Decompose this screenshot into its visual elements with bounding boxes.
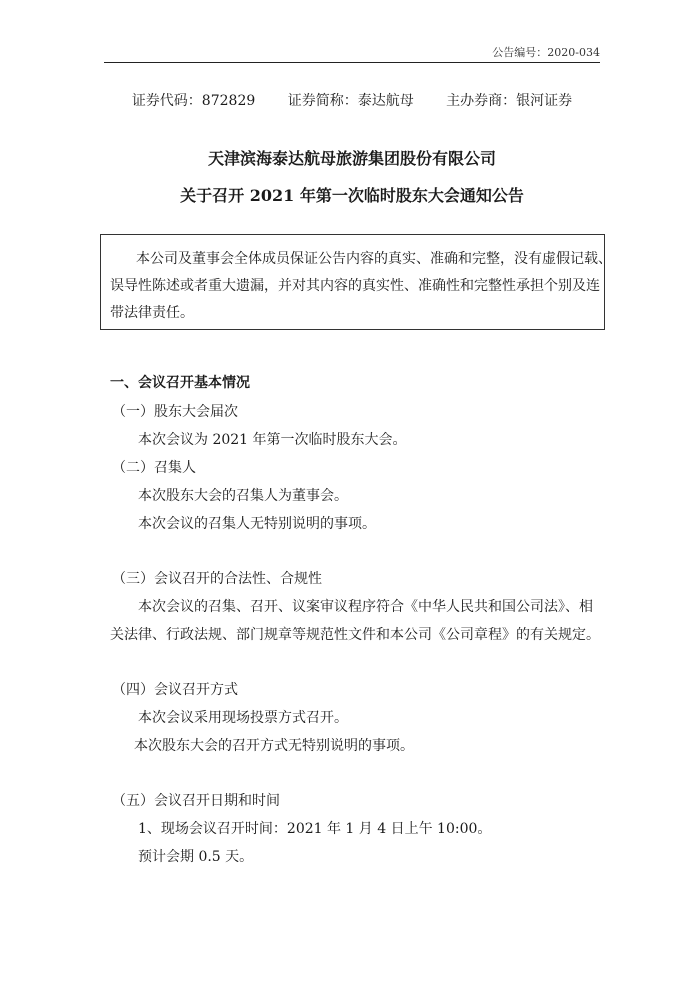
subsection-heading-convener: （二）召集人 xyxy=(112,460,196,476)
paragraph-method-1: 本次会议采用现场投票方式召开。 xyxy=(138,710,348,726)
disclaimer-line-3: 带法律责任。 xyxy=(110,305,194,321)
securities-info xyxy=(104,90,600,110)
section-heading-basic-info: 一、会议召开基本情况 xyxy=(110,375,250,391)
announcement-number: 公告编号：2020-034 xyxy=(492,46,600,59)
disclaimer-line-2: 误导性陈述或者重大遗漏，并对其内容的真实性、准确性和完整性承担个别及连 xyxy=(110,278,600,294)
notice-title: 关于召开 2021 年第一次临时股东大会通知公告 xyxy=(180,186,524,205)
paragraph-datetime-1: 1、现场会议召开时间：2021 年 1 月 4 日上午 10:00。 xyxy=(138,821,492,837)
header-rule xyxy=(104,62,600,63)
subsection-heading-session: （一）股东大会届次 xyxy=(112,404,238,420)
sponsor-broker: 主办券商：银河证券 xyxy=(446,93,573,109)
paragraph-session: 本次会议为 2021 年第一次临时股东大会。 xyxy=(138,432,407,448)
company-title: 天津滨海泰达航母旅游集团股份有限公司 xyxy=(207,149,496,168)
security-code: 证券代码：872829 xyxy=(131,93,256,109)
paragraph-convener-1: 本次股东大会的召集人为董事会。 xyxy=(138,488,348,504)
disclaimer-line-1: 本公司及董事会全体成员保证公告内容的真实、准确和完整，没有虚假记载、 xyxy=(136,251,612,267)
subsection-heading-legality: （三）会议召开的合法性、合规性 xyxy=(112,571,322,587)
security-short-name: 证券简称：泰达航母 xyxy=(287,93,414,109)
paragraph-datetime-2: 预计会期 0.5 天。 xyxy=(138,849,254,865)
paragraph-legality-2: 关法律、行政法规、部门规章等规范性文件和本公司《公司章程》的有关规定。 xyxy=(110,627,600,643)
paragraph-convener-2: 本次会议的召集人无特别说明的事项。 xyxy=(138,516,376,532)
paragraph-legality-1: 本次会议的召集、召开、议案审议程序符合《中华人民共和国公司法》、相 xyxy=(138,599,593,615)
subsection-heading-method: （四）会议召开方式 xyxy=(112,682,238,698)
paragraph-method-2: 本次股东大会的召开方式无特别说明的事项。 xyxy=(134,738,414,754)
subsection-heading-datetime: （五）会议召开日期和时间 xyxy=(112,793,280,809)
